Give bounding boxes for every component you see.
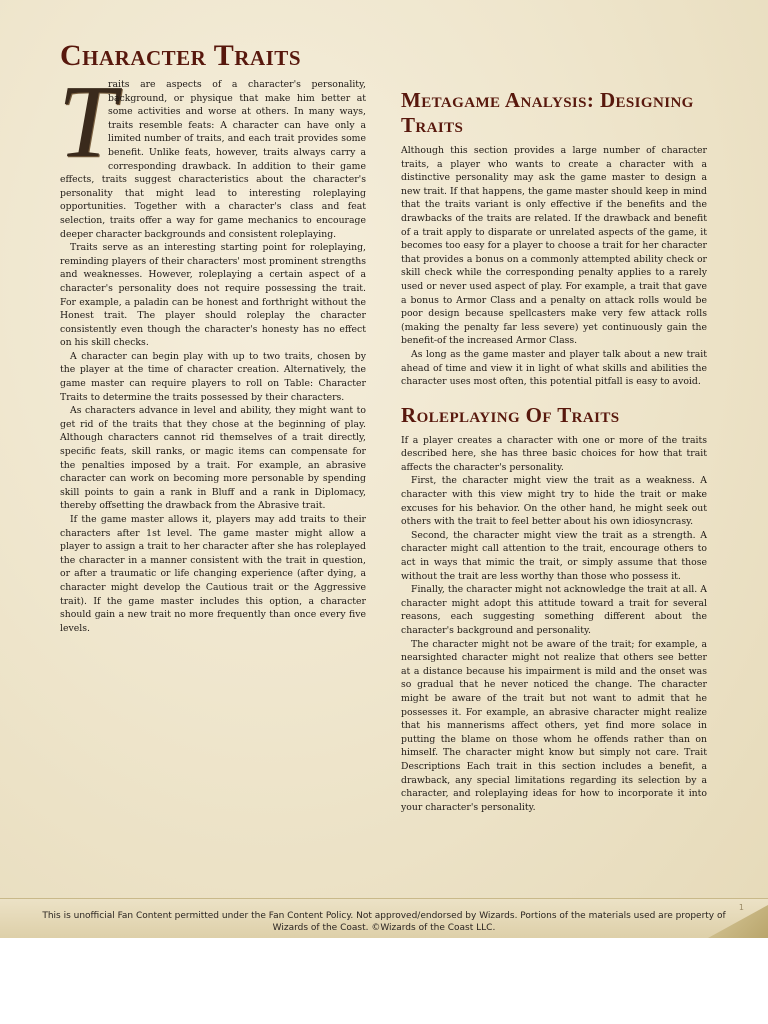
right-column bbox=[401, 88, 707, 814]
body-paragraph: As long as the game master and player talk about a new trait ahead of time and view it in light of what skills and abilities the character uses most often, this potential pitfall is easy to avoid. bbox=[401, 348, 707, 388]
body-paragraph: First, the character might view the trait as a weakness. A character with this view might try to hide the trait or make excuses for his behavior. On the other hand, he might seek out others with the trait to feel better about his own idiosyncrasy. bbox=[401, 475, 707, 528]
intro-paragraph: raits are aspects of a character's personality, background, or physique that make him better at some activities and worse at others. In many ways, traits resemble feats: A character can have only a limited number of traits, and each trait provides some benefit. Unlike feats, however, traits always carry a corresponding drawback. In addition to their game effects, traits suggest characteristics about the character's personality that might lead to interesting roleplaying opportunities. Together with a character's class and feat selection, traits offer a way for game mechanics to encourage deeper character backgrounds and consistent roleplaying. bbox=[60, 79, 366, 240]
body-paragraph: A character can begin play with up to two traits, chosen by the player at the time of character creation. Alternatively, the game master can require players to roll on Table: Character Traits to determine the traits possessed by their characters. bbox=[60, 350, 366, 403]
footer-legal-text: This is unofficial Fan Content permitted under the Fan Content Policy. Not approved/endorsed by Wizards. Portions of the materials used are property of Wizards of the Coast. ©Wizards of the Coast LLC. bbox=[42, 911, 726, 933]
heading-metagame-analysis: Metagame Analysis: Designing Traits bbox=[401, 88, 694, 137]
page-number: 1 bbox=[738, 903, 744, 912]
body-paragraph: As characters advance in level and ability, they might want to get rid of the traits that they chose at the beginning of play. Although characters cannot rid themselves of a trait directly, specific feats, skill ranks, or magic items can compensate for the penalties imposed by a trait. For example, an abrasive character can work on becoming more personable by spending skill points to gain a rank in Bluff and a rank in Diplomacy, thereby offsetting the drawback from the Abrasive trait. bbox=[60, 405, 366, 512]
left-column bbox=[60, 38, 366, 635]
body-paragraph: Finally, the character might not acknowledge the trait at all. A character might adopt this attitude toward a trait for several reasons, each suggesting something different about the character's background and personality. bbox=[401, 584, 707, 636]
body-paragraph: If a player creates a character with one or more of the traits described here, she has three basic choices for how that trait affects the character's personality. bbox=[401, 434, 707, 473]
drop-cap: T bbox=[58, 64, 116, 179]
body-paragraph: Second, the character might view the trait as a strength. A character might call attention to the trait, encourage others to act in ways that mimic the trait, or simply assume that those without the trait are less worthy than those who possess it. bbox=[401, 529, 707, 582]
heading-roleplaying-traits: Roleplaying Of Traits bbox=[401, 402, 620, 427]
body-paragraph: Although this section provides a large number of character traits, a player who wants to create a character with a distinctive personality may ask the game master to design a new trait. If that happens, the game master should keep in mind that the traits variant is only effective if the benefits and the drawbacks of the traits are related. If the drawback and benefit of a trait apply to disparate or unrelated aspects of the game, it becomes too easy for a player to choose a trait for her character that provides a bonus on a commonly attempted ability check or skill check while the corresponding penalty applies to a rarely used or never used aspect of play. For example, a trait that gave a bonus to Armor Class and a penalty on attack rolls would be poor design because spellcasters make very few attack rolls (making the penalty far less severe) yet continuously gain the benefit-of the increased Armor Class. bbox=[401, 145, 707, 347]
body-paragraph: If the game master allows it, players may add traits to their characters after 1st level. The game master might allow a player to assign a trait to her character after she has roleplayed the character in a manner consistent with the trait in question, or after a traumatic or life changing experience (after dying, a character might develop the Cautious trait or the Aggressive trait). If the game master includes this option, a character should gain a new trait no more frequently than once every five levels. bbox=[60, 514, 366, 634]
body-paragraph: Traits serve as an interesting starting point for roleplaying, reminding players of their characters' most prominent strengths and weaknesses. However, roleplaying a certain aspect of a character's personality does not require possessing the trait. For example, a paladin can be honest and forthright without the Honest trait. The player should roleplay the character consistently even though the character's honesty has no effect on his skill checks. bbox=[60, 242, 366, 349]
body-paragraph: The character might not be aware of the trait; for example, a nearsighted character might not realize that others see better at a distance because his impairment is mild and the onset was so gradual that he never noticed the change. The character might be aware of the trait but not want to admit that he possesses it. For example, an abrasive character might realize that his mannerisms affect others, yet find more solace in putting the blame on those whom he offends rather than on himself. The character might know but simply not care. Trait Descriptions Each trait in this section includes a benefit, a drawback, any special limitations regarding its selection by a character, and roleplaying ideas for how to incorporate it into your character's personality. bbox=[401, 638, 707, 813]
page-title: Character Traits bbox=[60, 39, 301, 72]
section-gap bbox=[401, 389, 707, 403]
